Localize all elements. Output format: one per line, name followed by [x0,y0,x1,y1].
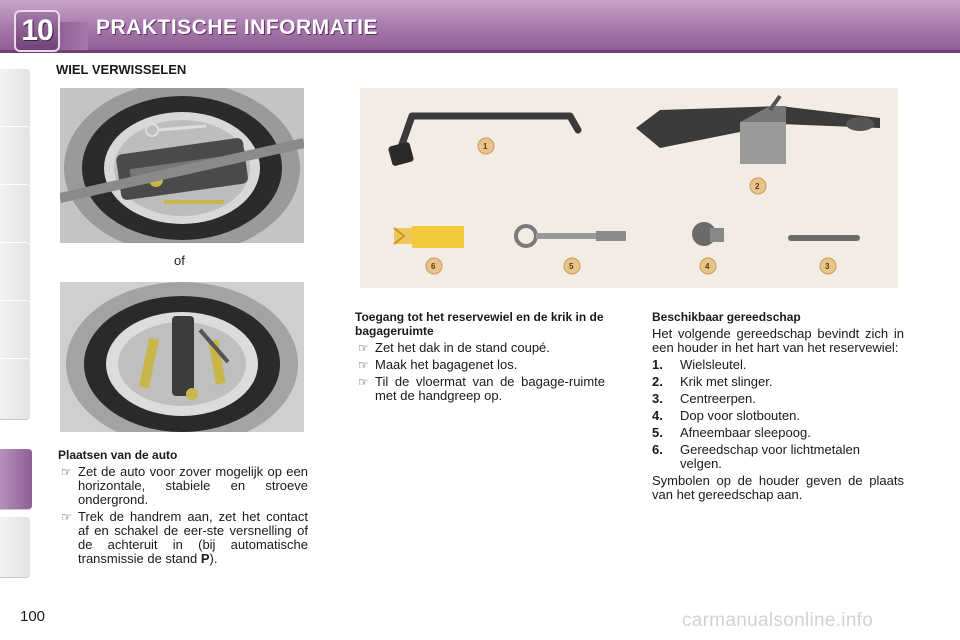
transmission-position-p: P [200,551,210,566]
callout-4-label: 4 [705,262,710,271]
side-tab-1[interactable] [0,68,30,130]
spare-wheel-photo-bottom [60,282,304,432]
tool-item [652,358,904,372]
alloy-wheel-tool-icon [394,226,464,248]
tool-item-text: Dop voor slotbouten. [680,408,800,423]
tool-item-number: 6. [652,442,663,457]
side-tab-3[interactable] [0,184,30,246]
callout-2-label: 2 [755,182,760,191]
tool-item [652,426,904,440]
spare-wheel-illustration-bottom [60,282,304,432]
access-heading: Toegang tot het reservewiel en de krik in de bagageruimte [355,310,604,338]
tools-section [652,310,904,505]
spare-wheel-photo-top [60,88,304,243]
callout-1 [478,138,494,154]
chapter-side-tabs [0,68,32,578]
positioning-bullet-2-end: ). [209,551,218,566]
header-underline [0,50,960,53]
callout-6-label: 6 [431,262,436,271]
centering-pin-icon [788,235,860,241]
header-tab-connector [58,22,88,50]
tool-item [652,409,904,423]
access-bullet-2 [355,358,605,372]
tool-item [652,392,904,406]
page-title: PRAKTISCHE INFORMATIE [96,16,378,39]
callout-2 [750,178,766,194]
positioning-bullet-1-text: Zet de auto voor zover mogelijk op een horizontale, stabiele en stroeve ondergrond. [78,464,308,507]
callout-5 [564,258,580,274]
page-number: 100 [20,608,46,625]
access-bullet-2-text: Maak het bagagenet los. [375,357,518,372]
positioning-bullet-2-text: Trek de handrem aan, zet het contact af en schakel de eer-ste versnelling of de achteruit in (bij automatische transmissie de stand [78,509,308,566]
callout-1-label: 1 [483,142,488,151]
pointing-hand-icon: ☞ [61,510,72,524]
pointing-hand-icon: ☞ [358,375,369,389]
callout-5-label: 5 [569,262,574,271]
access-section [355,310,605,406]
tools-illustration [360,88,898,288]
chapter-number: 10 [21,14,53,47]
positioning-bullet-2 [58,510,308,566]
jack-icon [636,96,880,164]
tool-item [652,443,904,471]
callout-3-label: 3 [825,262,830,271]
side-tab-2[interactable] [0,126,30,188]
tools-intro: Het volgende gereedschap bevindt zich in een houder in het hart van het reservewiel: [652,326,904,355]
tool-item-number: 2. [652,374,663,389]
tool-item [652,375,904,389]
tools-illustration-panel [360,88,898,288]
chapter-badge [14,10,60,52]
watermark: carmanualsonline.info [682,610,874,631]
lock-bolt-socket-icon [692,222,724,246]
side-tab-4[interactable] [0,242,30,304]
side-tab-active-chapter[interactable] [0,448,32,510]
positioning-bullet-1 [58,465,308,507]
positioning-heading: Plaatsen van de auto [58,448,178,462]
tool-item-number: 3. [652,391,663,406]
callout-6 [426,258,442,274]
section-title: WIEL VERWISSELEN [56,62,187,77]
tools-outro: Symbolen op de houder geven de plaats van het gereedschap aan. [652,473,904,502]
tool-item-text: Centreerpen. [680,391,756,406]
spare-wheel-illustration-top [60,88,304,243]
tool-item-number: 1. [652,357,663,372]
tool-item-text: Afneembaar sleepoog. [680,425,811,440]
towing-eye-icon [516,226,626,246]
tool-item-text: Krik met slinger. [680,374,773,389]
access-bullet-3-text: Til de vloermat van de bagage-ruimte met de handgreep op. [375,374,605,403]
positioning-section [58,448,308,569]
access-bullet-1 [355,341,605,355]
pointing-hand-icon: ☞ [61,465,72,479]
access-bullet-1-text: Zet het dak in de stand coupé. [375,340,550,355]
pointing-hand-icon: ☞ [358,358,369,372]
tool-item-text: Wielsleutel. [680,357,747,372]
tools-heading: Beschikbaar gereedschap [652,310,801,324]
tool-item-number: 5. [652,425,663,440]
photo-separator: of [174,253,185,268]
tool-item-number: 4. [652,408,663,423]
side-tab-6[interactable] [0,358,30,420]
tool-item-text: Gereedschap voor lichtmetalen velgen. [680,442,860,471]
side-tab-5[interactable] [0,300,30,362]
pointing-hand-icon: ☞ [358,341,369,355]
callout-4 [700,258,716,274]
callout-3 [820,258,836,274]
side-tab-8[interactable] [0,516,30,578]
access-bullet-3 [355,375,605,403]
